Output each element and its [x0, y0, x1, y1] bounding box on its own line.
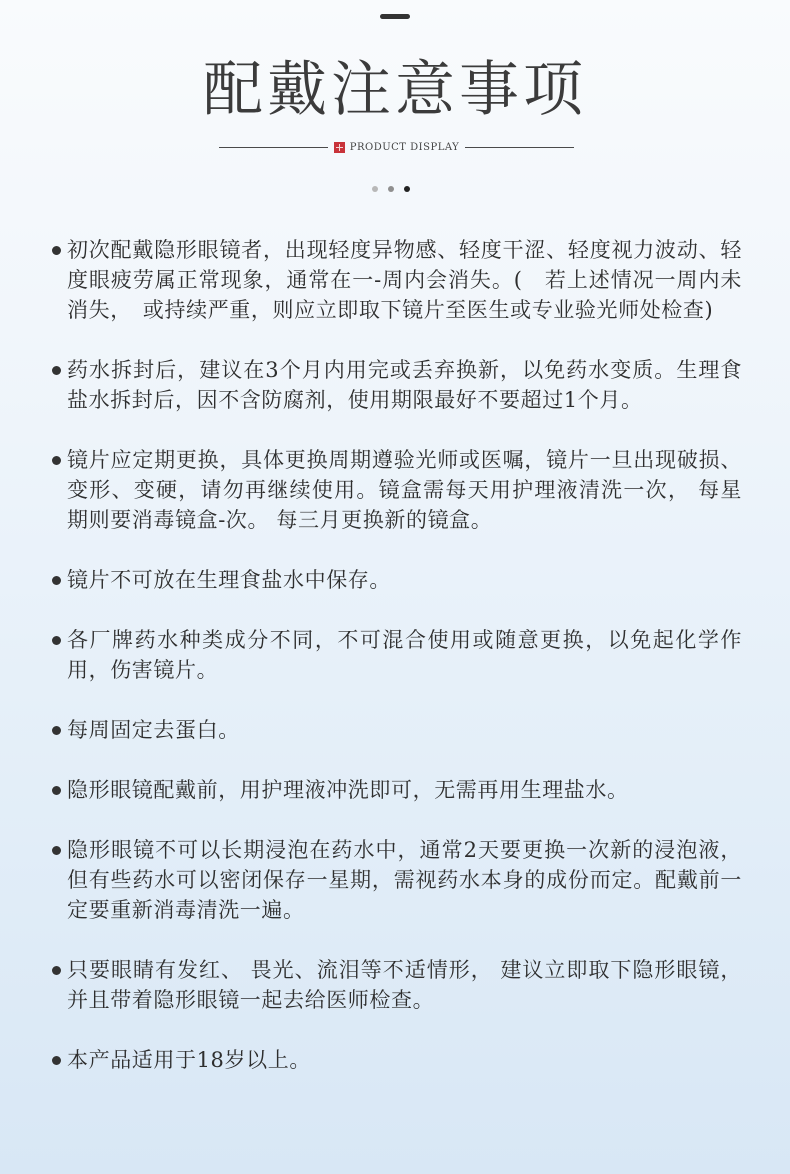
subtitle: PRODUCT DISPLAY [349, 141, 460, 153]
note-item [52, 565, 742, 595]
note-text: 本产品适用于18岁以上。 [67, 1048, 311, 1072]
seal-icon [334, 142, 345, 153]
note-item [52, 775, 742, 805]
note-text: 每周固定去蛋白。 [67, 718, 240, 742]
bullet-icon [52, 636, 61, 645]
carousel-indicator [372, 186, 410, 192]
note-text: 镜片不可放在生理食盐水中保存。 [67, 568, 391, 592]
note-text: 各厂牌药水种类成分不同，不可混合使用或随意更换，以免起化学作用，伤害镜片。 [67, 628, 742, 682]
carousel-dot[interactable] [388, 186, 394, 192]
bullet-icon [52, 366, 61, 375]
note-text: 隐形眼镜不可以长期浸泡在药水中，通常2天要更换一次新的浸泡液，但有些药水可以密闭保存一星期，需视药水本身的成份而定。配戴前一定要重新消毒清洗一遍。 [67, 838, 742, 922]
bullet-icon [52, 726, 61, 735]
bullet-icon [52, 576, 61, 585]
note-item [52, 715, 742, 745]
top-handle-bar [380, 14, 410, 19]
note-item [52, 625, 742, 685]
note-item [52, 235, 742, 325]
divider-right [465, 147, 574, 148]
note-text: 初次配戴隐形眼镜者，出现轻度异物感、轻度干涩、轻度视力波动、轻度眼疲劳属正常现象，通常在一-周内会消失。( 若上述情况一周内未消失， 或持续严重，则应立即取下镜片至医生或专业验光师处检查) [67, 238, 742, 322]
note-item [52, 445, 742, 535]
carousel-dot-active[interactable] [404, 186, 410, 192]
note-item [52, 355, 742, 415]
note-text: 镜片应定期更换，具体更换周期遵验光师或医嘱，镜片一旦出现破损、变形、变硬，请勿再继续使用。镜盒需每天用护理液清洗一次， 每星期则要消毒镜盒-次。 每三月更换新的镜盒。 [67, 448, 742, 532]
bullet-icon [52, 456, 61, 465]
bullet-icon [52, 1056, 61, 1065]
bullet-icon [52, 846, 61, 855]
notes-list [52, 235, 742, 1105]
note-text: 隐形眼镜配戴前，用护理液冲洗即可，无需再用生理盐水。 [67, 778, 629, 802]
bullet-icon [52, 786, 61, 795]
note-text: 只要眼睛有发红、 畏光、流泪等不适情形， 建议立即取下隐形眼镜，并且带着隐形眼镜一起去给医师检查。 [67, 958, 742, 1012]
carousel-dot[interactable] [372, 186, 378, 192]
note-text: 药水拆封后，建议在3个月内用完或丢弃换新，以免药水变质。生理食盐水拆封后，因不含防腐剂，使用期限最好不要超过1个月。 [67, 358, 742, 412]
subtitle-row [219, 139, 574, 155]
divider-left [219, 147, 328, 148]
note-item [52, 835, 742, 925]
page-title: 配戴注意事项 [203, 55, 587, 125]
note-item [52, 1045, 742, 1075]
bullet-icon [52, 966, 61, 975]
bullet-icon [52, 246, 61, 255]
note-item [52, 955, 742, 1015]
